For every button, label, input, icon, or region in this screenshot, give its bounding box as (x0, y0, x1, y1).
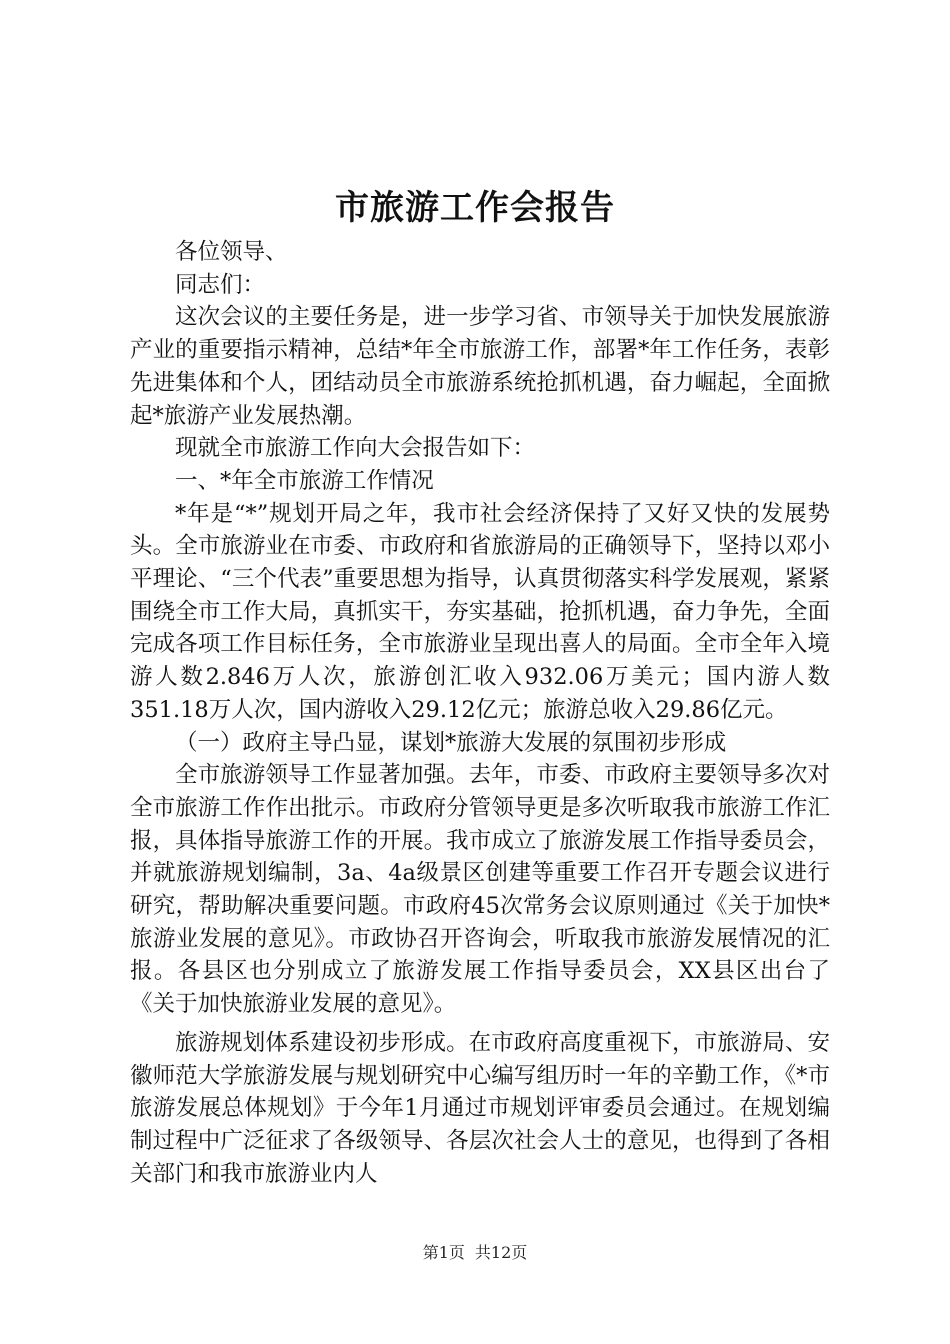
document-body (130, 236, 830, 1190)
page-number: 第1页 (422, 1243, 465, 1262)
paragraph-report-intro: 现就全市旅游工作向大会报告如下： (175, 435, 536, 462)
section-heading-1: 一、*年全市旅游工作情况 (175, 467, 434, 494)
page-total: 共12页 (474, 1243, 528, 1262)
paragraph-planning-system: 旅游规划体系建设初步形成。在市政府高度重视下，市旅游局、安徽师范大学旅游发展与规划研究中心编写组历时一年的辛勤工作，《*市旅游发展总体规划》于今年1月通过市规划评审委员会通过。在规划编制过程中广泛征求了各级领导、各层次社会人士的意见，也得到了各相关部门和我市旅游业内人 (130, 1029, 830, 1187)
paragraph-leadership: 全市旅游领导工作显著加强。去年，市委、市政府主要领导多次对全市旅游工作作出批示。市政府分管领导更是多次听取我市旅游工作汇报，具体指导旅游工作的开展。我市成立了旅游发展工作指导委员会，并就旅游规划编制，3a、4a级景区创建等重要工作召开专题会议进行研究，帮助解决重要问题。市政府45次常务会议原则通过《关于加快*旅游业发展的意见》。市政协召开咨询会，听取我市旅游发展情况的汇报。各县区也分别成立了旅游发展工作指导委员会，XX县区出台了《关于加快旅游业发展的意见》。 (130, 762, 830, 1018)
salutation-leaders: 各位领导、 (175, 239, 288, 265)
subsection-heading-1: （一）政府主导凸显，谋划*旅游大发展的氛围初步形成 (175, 729, 727, 756)
document-title: 市旅游工作会报告 (335, 188, 615, 228)
salutation-comrades: 同志们： (175, 271, 266, 298)
page-footer (0, 1242, 950, 1264)
paragraph-meeting-tasks: 这次会议的主要任务是，进一步学习省、市领导关于加快发展旅游产业的重要指示精神，总结*年全市旅游工作，部署*年工作任务，表彰先进集体和个人，团结动员全市旅游系统抢抓机遇，奋力崛起，全面掀起*旅游产业发展热潮。 (130, 304, 830, 429)
paragraph-annual-overview: *年是“*”规划开局之年，我市社会经济保持了又好又快的发展势头。全市旅游业在市委、市政府和省旅游局的正确领导下，坚持以邓小平理论、“三个代表”重要思想为指导，认真贯彻落实科学发展观，紧紧围绕全市工作大局，真抓实干，夯实基础，抢抓机遇，奋力争先，全面完成各项工作目标任务，全市旅游业呈现出喜人的局面。全市全年入境游人数2.846万人次，旅游创汇收入932.06万美元；国内游人数351.18万人次，国内游收入29.12亿元；旅游总收入29.86亿元。 (130, 500, 830, 723)
